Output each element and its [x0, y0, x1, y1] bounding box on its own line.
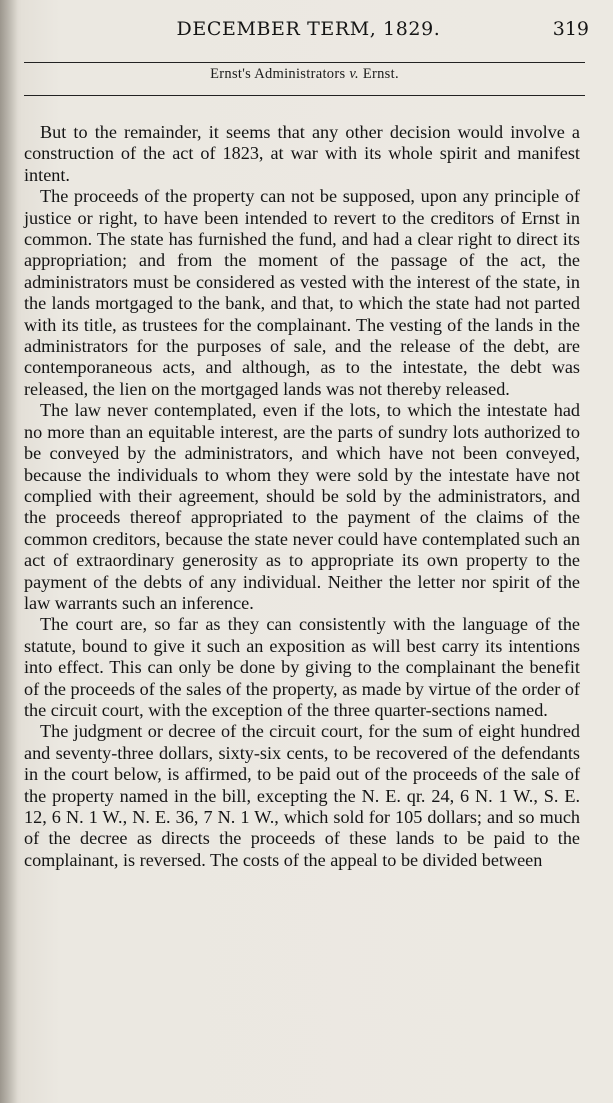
binding-shadow	[0, 0, 18, 1103]
body-text	[24, 122, 580, 871]
paragraph: The proceeds of the property can not be supposed, upon any principle of justice or right, to have been intended to revert to the creditors of Ernst in common. The state has furnished the fund, and had a clear right to direct its appropriation; and from the moment of the passage of the act, the administrators must be considered as vested with the interest of the state, in the lands mortgaged to the bank, and that, to which the state had not parted with its title, as trustees for the complainant. The vesting of the lands in the administrators for the purposes of sale, and the release of the debt, are contemporaneous acts, and although, as to the intestate, the debt was released, the lien on the mortgaged lands was not thereby released.	[24, 186, 580, 399]
case-title-part2: Ernst.	[358, 66, 399, 82]
paragraph: The judgment or decree of the circuit court, for the sum of eight hundred and seventy-three dollars, sixty-six cents, to be recovered of the defendants in the court below, is affirmed, to be paid out of the proceeds of the sale of the property named in the bill, excepting the N. E. qr. 24, 6 N. 1 W., S. E. 12, 6 N. 1 W., N. E. 36, 7 N. 1 W., which sold for 105 dollars; and so much of the decree as directs the proceeds of these lands to be paid to the complainant, is reversed. The costs of the appeal to be divided between	[24, 721, 580, 870]
page-number: 319	[552, 18, 589, 40]
running-header	[24, 16, 593, 48]
case-title-part1: Ernst's Administrators	[210, 66, 350, 82]
header-rule-bottom	[24, 95, 585, 96]
header-rule-top	[24, 62, 585, 63]
page-title: DECEMBER TERM, 1829.	[176, 18, 441, 40]
case-title	[24, 66, 585, 83]
paragraph: The court are, so far as they can consistently with the language of the statute, bound to give it such an exposition as will best carry its intentions into effect. This can only be done by giving to the complainant the benefit of the proceeds of the sales of the property, as made by virtue of the order of the circuit court, with the exception of the three quarter-sections named.	[24, 614, 580, 720]
paragraph: But to the remainder, it seems that any other decision would involve a construction of the act of 1823, at war with its whole spirit and manifest intent.	[24, 122, 580, 185]
case-title-versus: v.	[349, 66, 359, 82]
paragraph: The law never contemplated, even if the lots, to which the intestate had no more than an equitable interest, are the parts of sundry lots authorized to be conveyed by the administrators, and which have not been conveyed, because the individuals to whom they were sold by the intestate have not complied with their agreement, should be sold by the administrators, and the proceeds thereof appropriated to the payment of the claims of the common creditors, because the state never could have contemplated such an act of extraordinary generosity as to appropriate its own property to the payment of the debts of any individual. Neither the letter nor spirit of the law warrants such an inference.	[24, 400, 580, 613]
